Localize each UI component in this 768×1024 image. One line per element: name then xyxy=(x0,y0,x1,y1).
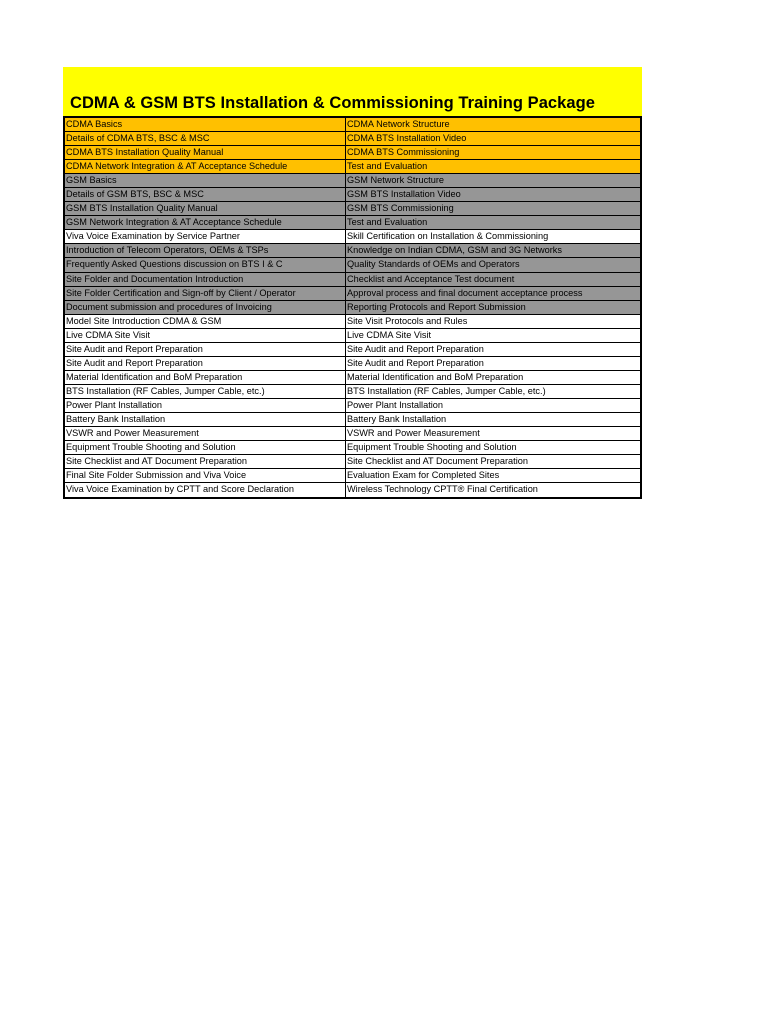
cell-right: CDMA Network Structure xyxy=(347,119,450,129)
cell-left: CDMA Network Integration & AT Acceptance Schedule xyxy=(65,160,346,173)
cell-left: Site Audit and Report Preparation xyxy=(65,343,346,356)
cell-left: VSWR and Power Measurement xyxy=(65,427,346,440)
cell-left: CDMA BTS Installation Quality Manual xyxy=(65,146,346,159)
table-row xyxy=(65,146,640,160)
cell-right: Evaluation Exam for Completed Sites xyxy=(347,470,500,481)
cell-left: CDMA Basics xyxy=(65,118,346,131)
cell-left: Battery Bank Installation xyxy=(65,413,346,426)
table-row xyxy=(65,230,640,244)
cell-right: Reporting Protocols and Report Submission xyxy=(347,301,526,312)
cell-right: Checklist and Acceptance Test document xyxy=(347,273,515,284)
cell-right: Power Plant Installation xyxy=(347,399,444,410)
cell-left: Site Folder and Documentation Introduction xyxy=(65,273,346,286)
cell-left: Viva Voice Examination by CPTT and Score Declaration xyxy=(65,483,346,497)
table-row xyxy=(65,399,640,413)
table-row xyxy=(65,371,640,385)
page-title: CDMA & GSM BTS Installation & Commissioning Training Package xyxy=(70,94,595,112)
title-banner xyxy=(63,67,642,116)
cell-right: Knowledge on Indian CDMA, GSM and 3G Networks xyxy=(347,245,562,256)
table-row xyxy=(65,244,640,258)
cell-left: Introduction of Telecom Operators, OEMs & TSPs xyxy=(65,244,346,257)
cell-right: Live CDMA Site Visit xyxy=(347,329,432,340)
cell-left: Material Identification and BoM Preparation xyxy=(65,371,346,384)
cell-right: Equipment Trouble Shooting and Solution xyxy=(347,442,517,453)
table-row xyxy=(65,273,640,287)
cell-right: Site Visit Protocols and Rules xyxy=(347,315,468,326)
table-row xyxy=(65,118,640,132)
table-row xyxy=(65,188,640,202)
cell-left: Live CDMA Site Visit xyxy=(65,329,346,342)
table-row xyxy=(65,441,640,455)
table-row xyxy=(65,329,640,343)
cell-right: Site Audit and Report Preparation xyxy=(347,343,484,354)
cell-left: Frequently Asked Questions discussion on BTS I & C xyxy=(65,258,346,271)
cell-right: Test and Evaluation xyxy=(347,217,428,228)
table-row xyxy=(65,174,640,188)
cell-right: Site Audit and Report Preparation xyxy=(347,357,484,368)
table-row xyxy=(65,287,640,301)
cell-right: GSM BTS Installation Video xyxy=(347,189,461,200)
table-row xyxy=(65,469,640,483)
table-row xyxy=(65,132,640,146)
cell-left: GSM Basics xyxy=(65,174,346,187)
table-row xyxy=(65,160,640,174)
cell-right: GSM Network Structure xyxy=(347,175,445,186)
cell-right: CDMA BTS Commissioning xyxy=(347,147,460,158)
cell-left: Details of GSM BTS, BSC & MSC xyxy=(65,188,346,201)
table-row xyxy=(65,455,640,469)
cell-left: GSM BTS Installation Quality Manual xyxy=(65,202,346,215)
cell-left: Site Checklist and AT Document Preparation xyxy=(65,455,346,468)
table-row xyxy=(65,343,640,357)
cell-left: BTS Installation (RF Cables, Jumper Cable, etc.) xyxy=(65,385,346,398)
cell-right: Quality Standards of OEMs and Operators xyxy=(347,259,520,270)
cell-left: Model Site Introduction CDMA & GSM xyxy=(65,315,346,328)
cell-left: Viva Voice Examination by Service Partner xyxy=(65,230,346,243)
cell-right: BTS Installation (RF Cables, Jumper Cable, etc.) xyxy=(347,385,546,396)
spreadsheet xyxy=(63,67,642,499)
cell-left: Site Folder Certification and Sign-off by Client / Operator xyxy=(65,287,346,300)
cell-right: Battery Bank Installation xyxy=(347,413,447,424)
cell-right: GSM BTS Commissioning xyxy=(347,203,454,214)
cell-left: Document submission and procedures of Invoicing xyxy=(65,301,346,314)
cell-left: Final Site Folder Submission and Viva Voice xyxy=(65,469,346,482)
table-row xyxy=(65,202,640,216)
cell-right: Wireless Technology CPTT® Final Certification xyxy=(347,484,538,495)
training-table xyxy=(63,116,642,499)
cell-left: Power Plant Installation xyxy=(65,399,346,412)
table-row xyxy=(65,427,640,441)
table-row xyxy=(65,258,640,272)
table-row xyxy=(65,385,640,399)
table-row xyxy=(65,483,640,497)
cell-left: GSM Network Integration & AT Acceptance Schedule xyxy=(65,216,346,229)
table-row xyxy=(65,216,640,230)
cell-right: Test and Evaluation xyxy=(347,161,428,172)
table-row xyxy=(65,301,640,315)
table-row xyxy=(65,413,640,427)
cell-right: Site Checklist and AT Document Preparation xyxy=(347,456,528,467)
cell-left: Details of CDMA BTS, BSC & MSC xyxy=(65,132,346,145)
cell-left: Site Audit and Report Preparation xyxy=(65,357,346,370)
cell-right: Approval process and final document acceptance process xyxy=(347,287,583,298)
table-row xyxy=(65,315,640,329)
cell-left: Equipment Trouble Shooting and Solution xyxy=(65,441,346,454)
cell-right: Material Identification and BoM Preparation xyxy=(347,371,524,382)
cell-right: VSWR and Power Measurement xyxy=(347,428,480,439)
table-row xyxy=(65,357,640,371)
cell-right: Skill Certification on Installation & Commissioning xyxy=(347,231,549,242)
cell-right: CDMA BTS Installation Video xyxy=(347,133,467,144)
